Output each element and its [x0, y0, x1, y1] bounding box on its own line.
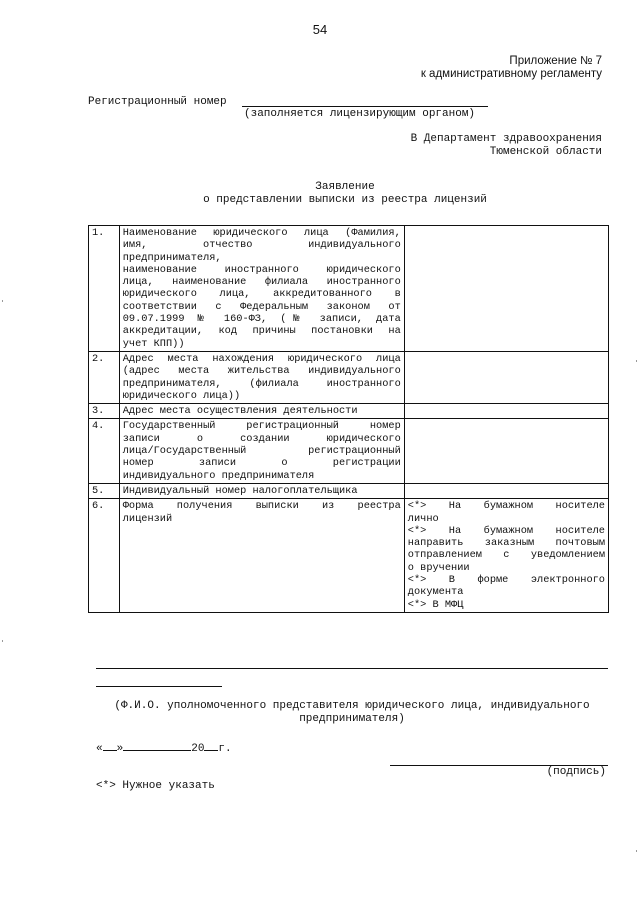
row-description	[119, 404, 404, 419]
table-row	[89, 404, 609, 419]
signature-label: (подпись)	[546, 766, 606, 778]
description-line: лицензий	[122, 512, 173, 525]
delivery-option-line: <*> В МФЦ	[407, 598, 464, 611]
description-line: юридического лица, аккредитованного в	[122, 288, 401, 301]
row-description	[119, 499, 404, 613]
page-number: 54	[312, 22, 328, 37]
delivery-option[interactable]	[408, 599, 605, 611]
scan-edge-mark	[636, 360, 637, 362]
date-day-blank[interactable]	[103, 741, 117, 751]
row-number: 4.	[89, 419, 120, 483]
table-row	[89, 226, 609, 352]
delivery-option[interactable]	[408, 574, 605, 599]
document-subtitle: о представлении выписки из реестра лицензий	[203, 194, 487, 206]
delivery-option-line: <*> На бумажном носителе	[407, 524, 605, 537]
description-line: наименование иностранного юридического	[122, 263, 401, 276]
row-number: 6.	[89, 499, 120, 613]
description-line: учет КПП))	[122, 337, 185, 350]
delivery-option-line: <*> В форме электронного	[407, 574, 605, 587]
row-value-field[interactable]	[404, 226, 608, 352]
row-number: 2.	[89, 351, 120, 403]
description-line: Индивидуальный номер налогоплательщика	[122, 484, 358, 497]
date-close-quote: »	[116, 743, 124, 755]
description-line: (адрес места жительства индивидуального	[122, 365, 401, 378]
description-line: Государственный регистрационный номер	[122, 420, 401, 433]
row-description	[119, 483, 404, 498]
addressee-line-2: Тюменской области	[489, 146, 602, 158]
document-title: Заявление	[315, 181, 375, 193]
addressee-line-1: В Департамент здравоохранения	[410, 133, 602, 145]
registration-number-note: (заполняется лицензирующим органом)	[244, 108, 476, 120]
description-line: записи о создании юридического	[122, 432, 401, 445]
row-number: 3.	[89, 404, 120, 419]
description-line: лица, наименование филиала иностранного	[122, 276, 401, 289]
delivery-option[interactable]	[408, 525, 605, 574]
row-description	[119, 351, 404, 403]
description-line: Адрес места осуществления деятельности	[122, 405, 358, 418]
representative-name-line[interactable]	[96, 668, 608, 669]
delivery-option-line: документа	[407, 586, 464, 599]
row-value-field[interactable]	[404, 483, 608, 498]
date-suffix: г.	[218, 743, 232, 755]
representative-name-line-short[interactable]	[96, 686, 222, 687]
description-line: юридического лица))	[122, 389, 241, 402]
delivery-option-line: о вручении	[407, 561, 470, 574]
delivery-option-line: <*> На бумажном носителе	[407, 500, 605, 513]
description-line: предпринимателя, (филиала иностранного	[122, 377, 401, 390]
registration-number-label: Регистрационный номер	[88, 96, 227, 108]
representative-caption-line-1: (Ф.И.О. уполномоченного представителя юридического лица, индивидуального	[114, 700, 590, 712]
row-description	[119, 226, 404, 352]
row-value-field[interactable]	[404, 351, 608, 403]
registration-number-field[interactable]	[242, 106, 488, 107]
delivery-option-line: направить заказным почтовым	[407, 537, 605, 550]
description-line: имя, отчество индивидуального	[122, 239, 401, 252]
description-line: Форма получения выписки из реестра	[122, 500, 401, 513]
application-table	[88, 225, 609, 613]
footnote: <*> Нужное указать	[96, 780, 215, 792]
description-line: Наименование юридического лица (Фамилия,	[122, 227, 401, 239]
description-line: индивидуального предпринимателя	[122, 469, 315, 482]
date-month-blank[interactable]	[123, 741, 191, 751]
delivery-option[interactable]	[408, 500, 605, 525]
date-field[interactable]	[96, 741, 232, 755]
table-row	[89, 419, 609, 483]
row-value-field[interactable]	[404, 499, 608, 613]
description-line: номер записи о регистрации	[122, 457, 401, 470]
table-row	[89, 351, 609, 403]
description-line: Адрес места нахождения юридического лица	[122, 352, 401, 365]
scan-edge-mark	[2, 640, 3, 642]
row-value-field[interactable]	[404, 419, 608, 483]
delivery-option-line: лично	[407, 512, 439, 525]
delivery-option-line: отправлением с уведомлением	[407, 549, 605, 562]
row-number: 1.	[89, 226, 120, 352]
description-line: лица/Государственный регистрационный	[122, 445, 401, 458]
table-row	[89, 483, 609, 498]
date-year-blank[interactable]	[204, 741, 218, 751]
description-line: 09.07.1999 № 160-ФЗ, (№ записи, дата	[122, 313, 401, 326]
description-line: аккредитации, код причины постановки на	[122, 325, 401, 338]
table-row	[89, 499, 609, 613]
row-value-field[interactable]	[404, 404, 608, 419]
scan-edge-mark	[2, 300, 3, 302]
representative-caption-line-2: предпринимателя)	[299, 713, 405, 725]
date-year-prefix: 20	[191, 743, 205, 755]
row-description	[119, 419, 404, 483]
description-line: соответствии с Федеральным законом от	[122, 300, 401, 313]
row-number: 5.	[89, 483, 120, 498]
date-open-quote: «	[96, 743, 103, 755]
appendix-subtitle: к административному регламенту	[420, 68, 602, 80]
scan-edge-mark	[636, 850, 637, 852]
appendix-title: Приложение № 7	[509, 55, 602, 67]
description-line: предпринимателя,	[122, 251, 222, 264]
